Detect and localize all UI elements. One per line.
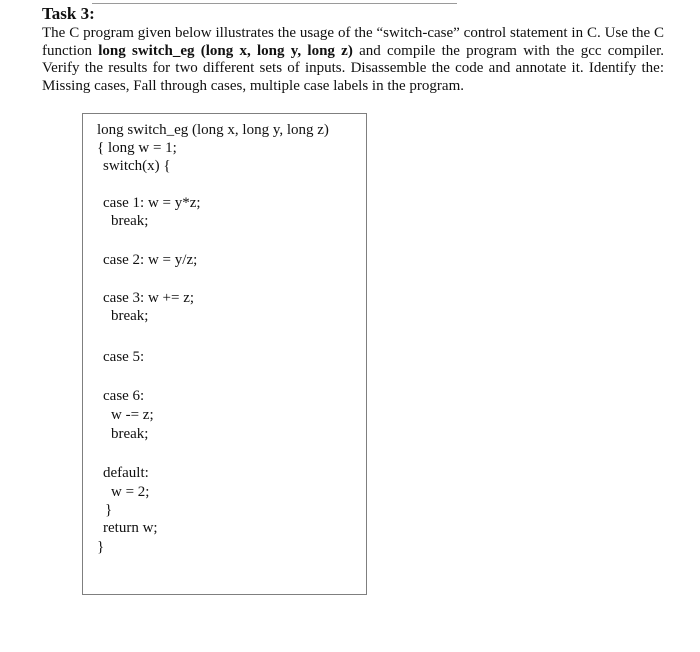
code-line-break-6: break; (111, 426, 149, 442)
task-title: Task 3: (42, 4, 95, 23)
code-line-case-5: case 5: (103, 349, 145, 365)
code-line-function-close: } (97, 539, 105, 555)
code-line-switch-close: } (105, 502, 113, 518)
code-line-function-header: long switch_eg (long x, long y, long z) (97, 122, 329, 138)
code-line-default: default: (103, 465, 149, 481)
code-line-break-3: break; (111, 308, 149, 324)
code-line-w-equals-2: w = 2; (111, 484, 150, 500)
code-line-case-6: case 6: (103, 388, 145, 404)
code-line-return: return w; (103, 520, 158, 536)
code-line-break-1: break; (111, 213, 149, 229)
code-line-case-1: case 1: w = y*z; (103, 195, 201, 211)
code-line-case-3: case 3: w += z; (103, 290, 195, 306)
code-listing-box (82, 113, 367, 595)
code-line-w-minus-z: w -= z; (111, 407, 154, 423)
code-line-switch: switch(x) { (103, 158, 171, 174)
task-description (42, 25, 664, 95)
function-signature: long switch_eg (long x, long y, long z) (98, 42, 353, 59)
code-line-open-brace: { long w = 1; (97, 140, 177, 156)
task-description-part-1: The C program given below illustrates the usage of the “switch-case” control statement in C. Use the C function (42, 25, 664, 59)
code-line-case-2: case 2: w = y/z; (103, 252, 198, 268)
top-divider (92, 3, 457, 4)
task-description-part-2: and compile the program with the gcc compiler. Verify the results for two different sets of inputs. Disassemble the code and annotate it. Identify the: Missing cases, Fall through cases, multiple case labels in the program. (42, 42, 664, 94)
